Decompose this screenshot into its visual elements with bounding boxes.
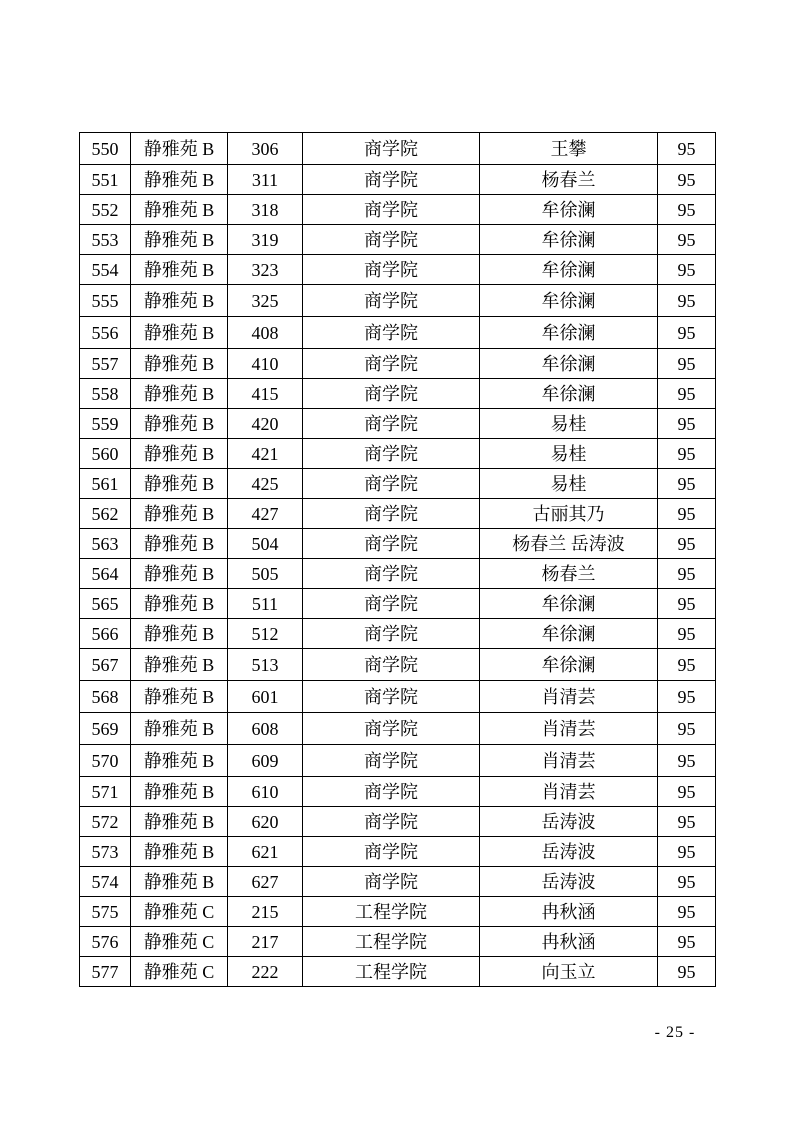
serial-number-cell: 569 [80,713,131,745]
counselor-cell: 王攀 [480,133,658,165]
serial-number-cell: 573 [80,837,131,867]
serial-number-cell: 564 [80,559,131,589]
building-cell: 静雅苑 B [131,559,228,589]
college-cell: 工程学院 [303,927,480,957]
room-number-cell: 421 [228,439,303,469]
college-cell: 商学院 [303,379,480,409]
table-row [80,807,716,837]
building-cell: 静雅苑 B [131,777,228,807]
counselor-cell: 向玉立 [480,957,658,987]
building-cell: 静雅苑 B [131,745,228,777]
serial-number-cell: 555 [80,285,131,317]
college-cell: 商学院 [303,619,480,649]
page-number: - 25 - [654,1024,696,1041]
counselor-cell: 岳涛波 [480,867,658,897]
college-cell: 商学院 [303,681,480,713]
table-row [80,649,716,681]
serial-number-cell: 567 [80,649,131,681]
building-cell: 静雅苑 C [131,927,228,957]
serial-number-cell: 577 [80,957,131,987]
score-cell: 95 [658,469,716,499]
building-cell: 静雅苑 B [131,529,228,559]
score-cell: 95 [658,559,716,589]
room-number-cell: 306 [228,133,303,165]
score-cell: 95 [658,837,716,867]
building-cell: 静雅苑 B [131,807,228,837]
building-cell: 静雅苑 B [131,867,228,897]
building-cell: 静雅苑 B [131,649,228,681]
score-cell: 95 [658,379,716,409]
college-cell: 商学院 [303,807,480,837]
serial-number-cell: 575 [80,897,131,927]
serial-number-cell: 565 [80,589,131,619]
serial-number-cell: 572 [80,807,131,837]
room-number-cell: 425 [228,469,303,499]
table-row [80,589,716,619]
building-cell: 静雅苑 C [131,957,228,987]
score-cell: 95 [658,499,716,529]
table-row [80,317,716,349]
score-cell: 95 [658,649,716,681]
serial-number-cell: 560 [80,439,131,469]
counselor-cell: 古丽其乃 [480,499,658,529]
building-cell: 静雅苑 B [131,439,228,469]
serial-number-cell: 576 [80,927,131,957]
serial-number-cell: 557 [80,349,131,379]
college-cell: 商学院 [303,559,480,589]
score-cell: 95 [658,255,716,285]
college-cell: 商学院 [303,713,480,745]
room-number-cell: 609 [228,745,303,777]
college-cell: 商学院 [303,499,480,529]
counselor-cell: 杨春兰 岳涛波 [480,529,658,559]
building-cell: 静雅苑 B [131,195,228,225]
score-cell: 95 [658,285,716,317]
college-cell: 商学院 [303,589,480,619]
building-cell: 静雅苑 B [131,255,228,285]
score-cell: 95 [658,195,716,225]
college-cell: 商学院 [303,745,480,777]
college-cell: 商学院 [303,777,480,807]
room-number-cell: 427 [228,499,303,529]
score-cell: 95 [658,317,716,349]
serial-number-cell: 571 [80,777,131,807]
counselor-cell: 易桂 [480,469,658,499]
college-cell: 商学院 [303,439,480,469]
table-row [80,379,716,409]
counselor-cell: 牟徐澜 [480,255,658,285]
building-cell: 静雅苑 B [131,225,228,255]
counselor-cell: 牟徐澜 [480,317,658,349]
serial-number-cell: 554 [80,255,131,285]
college-cell: 商学院 [303,133,480,165]
table-row [80,957,716,987]
score-cell: 95 [658,165,716,195]
serial-number-cell: 561 [80,469,131,499]
table-row [80,681,716,713]
score-cell: 95 [658,133,716,165]
score-cell: 95 [658,225,716,255]
table-row [80,559,716,589]
table-row [80,195,716,225]
serial-number-cell: 556 [80,317,131,349]
serial-number-cell: 562 [80,499,131,529]
serial-number-cell: 550 [80,133,131,165]
room-number-cell: 323 [228,255,303,285]
college-cell: 商学院 [303,867,480,897]
score-cell: 95 [658,681,716,713]
room-number-cell: 511 [228,589,303,619]
room-number-cell: 222 [228,957,303,987]
table-row [80,897,716,927]
counselor-cell: 牟徐澜 [480,195,658,225]
counselor-cell: 牟徐澜 [480,285,658,317]
table-row [80,225,716,255]
building-cell: 静雅苑 B [131,285,228,317]
room-number-cell: 415 [228,379,303,409]
table-body [80,133,716,987]
counselor-cell: 牟徐澜 [480,379,658,409]
counselor-cell: 牟徐澜 [480,649,658,681]
room-number-cell: 318 [228,195,303,225]
score-cell: 95 [658,439,716,469]
room-number-cell: 311 [228,165,303,195]
table-row [80,927,716,957]
building-cell: 静雅苑 B [131,681,228,713]
room-number-cell: 610 [228,777,303,807]
counselor-cell: 冉秋涵 [480,897,658,927]
serial-number-cell: 551 [80,165,131,195]
room-number-cell: 408 [228,317,303,349]
counselor-cell: 肖清芸 [480,777,658,807]
college-cell: 工程学院 [303,897,480,927]
building-cell: 静雅苑 B [131,165,228,195]
room-number-cell: 513 [228,649,303,681]
table-row [80,349,716,379]
building-cell: 静雅苑 B [131,133,228,165]
building-cell: 静雅苑 B [131,837,228,867]
table-row [80,285,716,317]
table-row [80,255,716,285]
room-number-cell: 601 [228,681,303,713]
building-cell: 静雅苑 B [131,469,228,499]
room-number-cell: 410 [228,349,303,379]
college-cell: 商学院 [303,255,480,285]
counselor-cell: 肖清芸 [480,681,658,713]
serial-number-cell: 566 [80,619,131,649]
table-row [80,777,716,807]
table-row [80,469,716,499]
building-cell: 静雅苑 B [131,499,228,529]
counselor-cell: 易桂 [480,409,658,439]
college-cell: 商学院 [303,349,480,379]
counselor-cell: 易桂 [480,439,658,469]
room-number-cell: 420 [228,409,303,439]
serial-number-cell: 568 [80,681,131,713]
counselor-cell: 肖清芸 [480,745,658,777]
score-cell: 95 [658,409,716,439]
room-number-cell: 512 [228,619,303,649]
score-cell: 95 [658,897,716,927]
score-cell: 95 [658,927,716,957]
room-number-cell: 325 [228,285,303,317]
score-cell: 95 [658,957,716,987]
table-row [80,745,716,777]
serial-number-cell: 552 [80,195,131,225]
table-row [80,867,716,897]
table-row [80,837,716,867]
serial-number-cell: 558 [80,379,131,409]
building-cell: 静雅苑 B [131,379,228,409]
room-number-cell: 217 [228,927,303,957]
score-cell: 95 [658,619,716,649]
dormitory-score-table [79,132,716,987]
score-cell: 95 [658,867,716,897]
counselor-cell: 杨春兰 [480,559,658,589]
serial-number-cell: 553 [80,225,131,255]
room-number-cell: 621 [228,837,303,867]
table-row [80,133,716,165]
college-cell: 商学院 [303,195,480,225]
counselor-cell: 牟徐澜 [480,589,658,619]
college-cell: 商学院 [303,225,480,255]
college-cell: 工程学院 [303,957,480,987]
score-cell: 95 [658,745,716,777]
counselor-cell: 杨春兰 [480,165,658,195]
table-row [80,529,716,559]
counselor-cell: 岳涛波 [480,807,658,837]
counselor-cell: 肖清芸 [480,713,658,745]
table-row [80,499,716,529]
college-cell: 商学院 [303,409,480,439]
room-number-cell: 504 [228,529,303,559]
college-cell: 商学院 [303,317,480,349]
score-cell: 95 [658,349,716,379]
college-cell: 商学院 [303,837,480,867]
table-row [80,409,716,439]
college-cell: 商学院 [303,165,480,195]
building-cell: 静雅苑 B [131,619,228,649]
room-number-cell: 608 [228,713,303,745]
counselor-cell: 牟徐澜 [480,349,658,379]
table-row [80,439,716,469]
score-cell: 95 [658,589,716,619]
room-number-cell: 505 [228,559,303,589]
counselor-cell: 冉秋涵 [480,927,658,957]
serial-number-cell: 570 [80,745,131,777]
serial-number-cell: 574 [80,867,131,897]
serial-number-cell: 563 [80,529,131,559]
dormitory-score-table-container [79,132,715,987]
room-number-cell: 215 [228,897,303,927]
counselor-cell: 牟徐澜 [480,225,658,255]
counselor-cell: 牟徐澜 [480,619,658,649]
table-row [80,165,716,195]
room-number-cell: 627 [228,867,303,897]
building-cell: 静雅苑 B [131,409,228,439]
table-row [80,619,716,649]
room-number-cell: 319 [228,225,303,255]
score-cell: 95 [658,713,716,745]
serial-number-cell: 559 [80,409,131,439]
building-cell: 静雅苑 C [131,897,228,927]
building-cell: 静雅苑 B [131,589,228,619]
college-cell: 商学院 [303,285,480,317]
room-number-cell: 620 [228,807,303,837]
table-row [80,713,716,745]
building-cell: 静雅苑 B [131,349,228,379]
score-cell: 95 [658,529,716,559]
college-cell: 商学院 [303,529,480,559]
score-cell: 95 [658,777,716,807]
score-cell: 95 [658,807,716,837]
building-cell: 静雅苑 B [131,713,228,745]
building-cell: 静雅苑 B [131,317,228,349]
college-cell: 商学院 [303,649,480,681]
college-cell: 商学院 [303,469,480,499]
counselor-cell: 岳涛波 [480,837,658,867]
